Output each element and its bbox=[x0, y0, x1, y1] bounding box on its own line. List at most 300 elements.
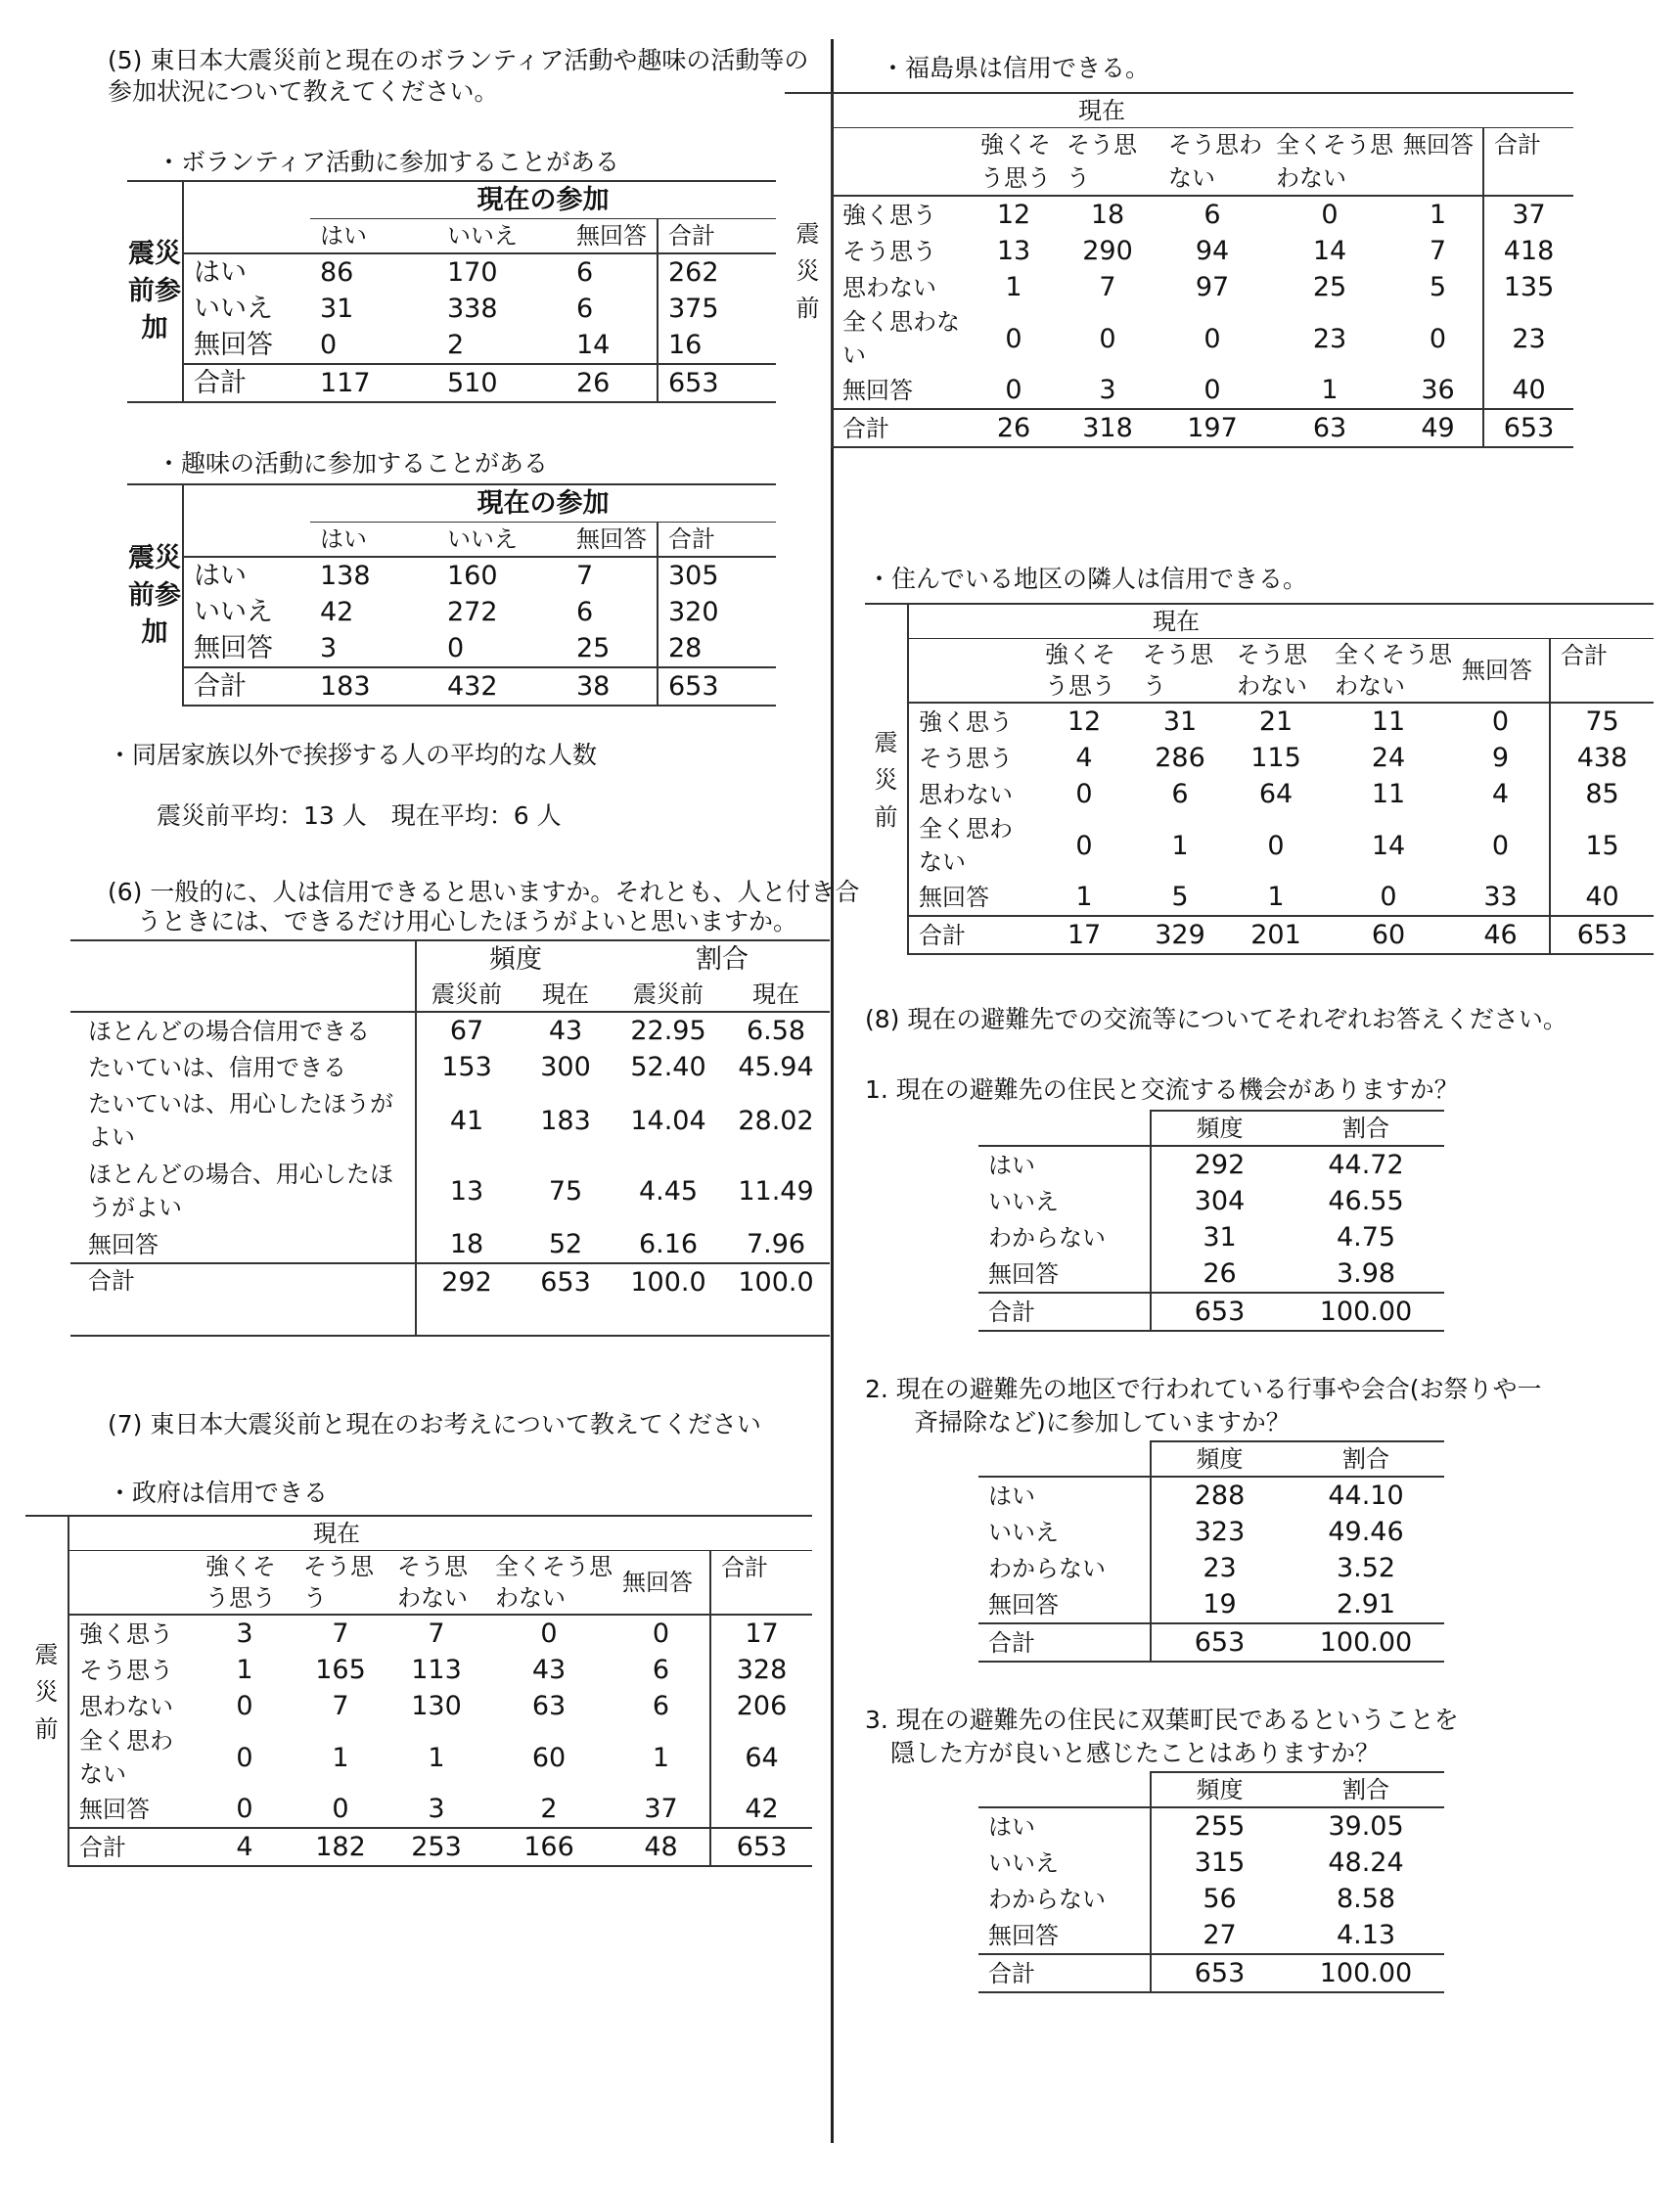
fukushima-cell: 37 bbox=[1483, 196, 1573, 233]
neighbors-cell: 0 bbox=[1491, 830, 1510, 861]
fukushima-cell: 14 bbox=[1312, 236, 1347, 266]
trust-row-label: ほとんどの場合、用心したほうがよい bbox=[70, 1156, 416, 1226]
government-total-cell: 653 bbox=[710, 1828, 812, 1866]
fukushima-cell: 23 bbox=[1312, 323, 1347, 354]
volunteer-cell: 262 bbox=[658, 253, 776, 291]
volunteer-table bbox=[127, 180, 776, 403]
government-cell: 206 bbox=[710, 1688, 812, 1724]
q6-heading-line2: うときには、できるだけ用心したほうがよいと思いますか。 bbox=[137, 907, 798, 935]
q7-heading: (7) 東日本大震災前と現在のお考えについて教えてください bbox=[108, 1410, 761, 1438]
government-cell: 2 bbox=[540, 1794, 558, 1824]
trust-cell: 52.40 bbox=[630, 1052, 706, 1082]
government-cell: 7 bbox=[294, 1615, 387, 1652]
government-cell: 1 bbox=[428, 1742, 445, 1773]
hobby-total-cell: 38 bbox=[567, 667, 658, 706]
government-table bbox=[25, 1515, 812, 1867]
neighbors-cell: 85 bbox=[1550, 776, 1654, 812]
neighbors-total-cell: 201 bbox=[1227, 916, 1325, 954]
neighbors-cell: 14 bbox=[1371, 830, 1406, 861]
neighbors-col: 無回答 bbox=[1452, 639, 1550, 704]
q8-3-cell: 48.24 bbox=[1328, 1847, 1404, 1878]
government-cell: 64 bbox=[710, 1724, 812, 1791]
volunteer-cell: 170 bbox=[437, 253, 567, 291]
fukushima-total-cell: 197 bbox=[1158, 409, 1266, 447]
fukushima-row-label: そう思う bbox=[832, 233, 971, 269]
government-cell: 43 bbox=[531, 1655, 567, 1685]
volunteer-caption: ・ボランティア活動に参加することがある bbox=[157, 148, 620, 176]
trust-row-label: 無回答 bbox=[70, 1226, 416, 1263]
q8-3-total-cell: 653 bbox=[1151, 1954, 1288, 1992]
trust-cell: 41 bbox=[449, 1105, 484, 1136]
fukushima-col: そう思わない bbox=[1158, 128, 1266, 197]
volunteer-row-label: 無回答 bbox=[183, 327, 310, 364]
fukushima-cell: 1 bbox=[1005, 272, 1022, 302]
q8-3-col: 割合 bbox=[1288, 1772, 1444, 1807]
volunteer-cell: 6 bbox=[576, 294, 594, 324]
greeting-caption: ・同居家族以外で挨拶する人の平均的な人数 bbox=[108, 741, 598, 769]
neighbors-total-cell: 17 bbox=[1035, 916, 1133, 954]
trust-cell: 183 bbox=[540, 1105, 591, 1136]
trust-cell: 75 bbox=[548, 1175, 583, 1207]
government-cell: 6 bbox=[652, 1655, 670, 1685]
neighbors-row-label: 強く思う bbox=[908, 703, 1035, 740]
fukushima-cell: 7 bbox=[1099, 272, 1116, 302]
government-cell: 7 bbox=[332, 1691, 349, 1721]
government-col: そう思わない bbox=[387, 1551, 485, 1616]
q8-3-row-label: 無回答 bbox=[978, 1917, 1151, 1954]
q8-2-cell: 49.46 bbox=[1328, 1517, 1404, 1547]
volunteer-cell: 0 bbox=[320, 330, 338, 360]
hobby-total-cell: 183 bbox=[310, 667, 437, 706]
fukushima-total-cell: 63 bbox=[1266, 409, 1393, 447]
fukushima-cell: 0 bbox=[1005, 323, 1022, 354]
neighbors-cell: 0 bbox=[1452, 703, 1550, 740]
fukushima-cell: 25 bbox=[1312, 272, 1347, 302]
volunteer-cell: 86 bbox=[310, 253, 437, 291]
neighbors-col: 強くそう思う bbox=[1035, 639, 1133, 704]
q8-2-cell: 19 bbox=[1203, 1589, 1237, 1619]
volunteer-col-1: はい bbox=[310, 219, 437, 254]
trust-table bbox=[70, 939, 830, 1337]
government-cell: 3 bbox=[428, 1794, 445, 1824]
q8-1-cell: 46.55 bbox=[1328, 1186, 1404, 1216]
government-cell: 63 bbox=[531, 1691, 567, 1721]
q8-3-cell: 27 bbox=[1203, 1920, 1237, 1950]
government-row-label: 無回答 bbox=[68, 1791, 196, 1828]
q8-3-cell: 39.05 bbox=[1288, 1807, 1444, 1845]
government-cell: 1 bbox=[236, 1655, 253, 1685]
greeting-values: 震災前平均：13 人 現在平均：6 人 bbox=[157, 801, 562, 830]
fukushima-row-label: 強く思う bbox=[832, 196, 971, 233]
trust-cell: 45.94 bbox=[738, 1052, 814, 1082]
q8-3-cell: 315 bbox=[1194, 1847, 1246, 1878]
volunteer-side-label: 震災前参加 bbox=[127, 181, 183, 402]
government-row-label: 思わない bbox=[68, 1688, 196, 1724]
q8-1-cell: 44.72 bbox=[1288, 1146, 1444, 1183]
trust-cell: 13 bbox=[449, 1175, 484, 1207]
fukushima-cell: 5 bbox=[1429, 272, 1447, 302]
government-cell: 17 bbox=[710, 1615, 812, 1652]
volunteer-total-cell: 117 bbox=[310, 364, 437, 402]
government-cell: 60 bbox=[531, 1742, 567, 1773]
hobby-row-label: 無回答 bbox=[183, 630, 310, 667]
volunteer-cell: 338 bbox=[447, 294, 498, 324]
neighbors-row-label: 思わない bbox=[908, 776, 1035, 812]
neighbors-cell: 11 bbox=[1371, 779, 1406, 809]
neighbors-total-cell: 46 bbox=[1452, 916, 1550, 954]
hobby-cell: 160 bbox=[437, 557, 567, 594]
neighbors-total-cell: 329 bbox=[1133, 916, 1227, 954]
government-cell: 113 bbox=[411, 1655, 462, 1685]
neighbors-cell: 12 bbox=[1035, 703, 1133, 740]
q8-3-question-line2: 隠した方が良いと感じたことはありますか？ bbox=[890, 1739, 1381, 1767]
fukushima-total-cell: 49 bbox=[1393, 409, 1483, 447]
neighbors-table bbox=[865, 603, 1654, 955]
neighbors-cell: 64 bbox=[1258, 779, 1294, 809]
trust-cell: 18 bbox=[449, 1229, 484, 1259]
q8-2-cell: 3.52 bbox=[1336, 1553, 1396, 1583]
q8-1-total-label: 合計 bbox=[978, 1293, 1151, 1331]
fukushima-col: 強くそう思う bbox=[971, 128, 1057, 197]
volunteer-col-2: いいえ bbox=[437, 219, 567, 254]
fukushima-cell: 1 bbox=[1393, 196, 1483, 233]
government-col: 強くそう思う bbox=[196, 1551, 294, 1616]
fukushima-cell: 0 bbox=[1005, 375, 1022, 405]
q8-1-cell: 31 bbox=[1203, 1222, 1237, 1253]
neighbors-cell: 4 bbox=[1491, 779, 1510, 809]
volunteer-row-label: はい bbox=[183, 253, 310, 291]
hobby-side-label: 震災前参加 bbox=[127, 484, 183, 706]
government-col: 無回答 bbox=[613, 1551, 710, 1616]
fukushima-cell: 7 bbox=[1429, 236, 1447, 266]
q8-2-cell: 2.91 bbox=[1336, 1589, 1396, 1619]
hobby-cell: 272 bbox=[447, 597, 498, 627]
neighbors-cell: 286 bbox=[1155, 743, 1205, 773]
government-row-label: そう思う bbox=[68, 1652, 196, 1688]
q8-3-question-line1: 3. 現在の避難先の住民に双葉町民であるということを bbox=[865, 1706, 1459, 1734]
hobby-col-2: いいえ bbox=[437, 523, 567, 558]
fukushima-cell: 6 bbox=[1158, 196, 1266, 233]
neighbors-col: そう思わない bbox=[1227, 639, 1325, 704]
government-total-cell: 166 bbox=[485, 1828, 613, 1866]
hobby-cell: 138 bbox=[310, 557, 437, 594]
neighbors-cell: 0 bbox=[1380, 882, 1397, 912]
neighbors-col: そう思う bbox=[1133, 639, 1227, 704]
volunteer-cell: 14 bbox=[576, 330, 611, 360]
trust-col: 震災前 bbox=[633, 980, 704, 1008]
q8-3-cell: 255 bbox=[1151, 1807, 1288, 1845]
neighbors-total-label: 合計 bbox=[908, 916, 1035, 954]
trust-cell: 6.58 bbox=[722, 1012, 830, 1049]
trust-row-label: たいていは、用心したほうがよい bbox=[70, 1085, 416, 1156]
fukushima-col: 全くそう思わない bbox=[1266, 128, 1393, 197]
neighbors-row-label: 無回答 bbox=[908, 879, 1035, 916]
q8-2-row-label: 無回答 bbox=[978, 1586, 1151, 1623]
fukushima-cell: 290 bbox=[1082, 236, 1133, 266]
volunteer-cell: 16 bbox=[658, 327, 776, 364]
trust-cell: 28.02 bbox=[738, 1105, 814, 1136]
fukushima-col: 合計 bbox=[1483, 128, 1573, 197]
hobby-row-label: いいえ bbox=[183, 594, 310, 630]
neighbors-cell: 31 bbox=[1133, 703, 1227, 740]
government-row-label: 全く思わない bbox=[68, 1724, 196, 1791]
q8-1-cell: 3.98 bbox=[1336, 1258, 1396, 1289]
volunteer-total-label: 合計 bbox=[183, 364, 310, 402]
q8-3-col: 頻度 bbox=[1151, 1772, 1288, 1807]
trust-total-cell: 653 bbox=[517, 1263, 614, 1336]
trust-col: 震災前 bbox=[431, 980, 502, 1008]
q8-1-table bbox=[978, 1110, 1444, 1332]
fukushima-cell: 0 bbox=[1429, 323, 1447, 354]
neighbors-cell: 11 bbox=[1325, 703, 1452, 740]
government-side-label: 震災前 bbox=[25, 1516, 68, 1866]
government-cell: 42 bbox=[710, 1791, 812, 1828]
government-row-label: 強く思う bbox=[68, 1615, 196, 1652]
hobby-cell: 7 bbox=[567, 557, 658, 594]
q8-3-cell: 8.58 bbox=[1336, 1884, 1396, 1914]
q8-1-total-cell: 653 bbox=[1151, 1293, 1288, 1331]
neighbors-side-label: 震災前 bbox=[865, 604, 908, 954]
q8-2-col: 割合 bbox=[1288, 1441, 1444, 1477]
hobby-cell: 28 bbox=[658, 630, 776, 667]
volunteer-cell: 6 bbox=[567, 253, 658, 291]
q8-3-total-cell: 100.00 bbox=[1288, 1954, 1444, 1992]
fukushima-cell: 23 bbox=[1483, 305, 1573, 372]
trust-cell: 153 bbox=[441, 1052, 492, 1082]
government-cell: 0 bbox=[613, 1615, 710, 1652]
neighbors-caption: ・住んでいる地区の隣人は信用できる。 bbox=[867, 565, 1308, 593]
trust-total-label: 合計 bbox=[70, 1263, 416, 1336]
neighbors-cell: 24 bbox=[1371, 743, 1406, 773]
government-cell: 37 bbox=[644, 1794, 678, 1824]
hobby-cell: 320 bbox=[658, 594, 776, 630]
neighbors-cell: 40 bbox=[1550, 879, 1654, 916]
trust-total-cell: 292 bbox=[416, 1263, 517, 1336]
q8-3-row-label: わからない bbox=[978, 1881, 1151, 1917]
q8-3-row-label: はい bbox=[978, 1807, 1151, 1845]
q8-2-total-cell: 653 bbox=[1151, 1623, 1288, 1662]
volunteer-cell: 375 bbox=[658, 291, 776, 327]
government-cell: 0 bbox=[485, 1615, 613, 1652]
fukushima-group-header: 現在 bbox=[971, 93, 1573, 128]
q8-2-total-label: 合計 bbox=[978, 1623, 1151, 1662]
volunteer-row-label: いいえ bbox=[183, 291, 310, 327]
neighbors-cell: 4 bbox=[1075, 743, 1093, 773]
trust-cell: 7.96 bbox=[746, 1229, 806, 1259]
q8-3-cell: 4.13 bbox=[1336, 1920, 1396, 1950]
q5-heading-line1: (5) 東日本大震災前と現在のボランティア活動や趣味の活動等の bbox=[108, 46, 809, 74]
trust-cell: 52 bbox=[548, 1229, 583, 1259]
fukushima-cell: 0 bbox=[1099, 323, 1116, 354]
neighbors-cell: 115 bbox=[1250, 743, 1301, 773]
hobby-total-cell: 432 bbox=[437, 667, 567, 706]
q8-2-row-label: はい bbox=[978, 1477, 1151, 1514]
trust-col: 現在 bbox=[542, 980, 589, 1008]
hobby-cell: 42 bbox=[320, 597, 354, 627]
fukushima-total-cell: 26 bbox=[971, 409, 1057, 447]
q8-2-row-label: いいえ bbox=[978, 1514, 1151, 1550]
q8-3-row-label: いいえ bbox=[978, 1845, 1151, 1881]
fukushima-row-label: 無回答 bbox=[832, 372, 971, 409]
volunteer-cell: 31 bbox=[320, 294, 354, 324]
volunteer-col-3: 無回答 bbox=[567, 219, 658, 254]
neighbors-cell: 0 bbox=[1075, 830, 1093, 861]
hobby-total-cell: 653 bbox=[658, 667, 776, 706]
hobby-cell: 25 bbox=[576, 633, 611, 663]
q8-heading: (8) 現在の避難先での交流等についてそれぞれお答えください。 bbox=[865, 1005, 1567, 1033]
volunteer-total-cell: 653 bbox=[658, 364, 776, 402]
fukushima-cell: 418 bbox=[1483, 233, 1573, 269]
hobby-cell: 0 bbox=[447, 633, 465, 663]
fukushima-total-label: 合計 bbox=[832, 409, 971, 447]
fukushima-cell: 1 bbox=[1321, 375, 1339, 405]
government-col: 全くそう思わない bbox=[485, 1551, 613, 1616]
q8-2-cell: 323 bbox=[1194, 1517, 1246, 1547]
trust-cell: 22.95 bbox=[614, 1012, 722, 1049]
q8-1-row-label: 無回答 bbox=[978, 1255, 1151, 1293]
trust-cell: 11.49 bbox=[738, 1175, 814, 1207]
hobby-caption: ・趣味の活動に参加することがある bbox=[157, 449, 549, 478]
fukushima-total-cell: 653 bbox=[1483, 409, 1573, 447]
fukushima-side-label: 震災前 bbox=[785, 93, 832, 447]
neighbors-cell: 6 bbox=[1171, 779, 1189, 809]
hobby-cell: 3 bbox=[320, 633, 338, 663]
neighbors-cell: 21 bbox=[1227, 703, 1325, 740]
q8-2-col: 頻度 bbox=[1151, 1441, 1288, 1477]
q8-1-cell: 292 bbox=[1151, 1146, 1288, 1183]
trust-group-ratio: 割合 bbox=[614, 940, 830, 978]
volunteer-total-cell: 510 bbox=[437, 364, 567, 402]
q8-1-cell: 304 bbox=[1194, 1186, 1246, 1216]
neighbors-row-label: 全く思わない bbox=[908, 812, 1035, 879]
government-group-header: 現在 bbox=[196, 1516, 812, 1551]
q8-3-table bbox=[978, 1771, 1444, 1993]
q8-3-total-label: 合計 bbox=[978, 1954, 1151, 1992]
neighbors-cell: 0 bbox=[1075, 779, 1093, 809]
q8-1-col: 割合 bbox=[1288, 1111, 1444, 1146]
hobby-row-label: はい bbox=[183, 557, 310, 594]
q8-1-row-label: わからない bbox=[978, 1219, 1151, 1255]
government-cell: 0 bbox=[236, 1742, 253, 1773]
fukushima-cell: 97 bbox=[1195, 272, 1230, 302]
trust-total-cell: 100.0 bbox=[614, 1263, 722, 1336]
fukushima-caption: ・福島県は信用できる。 bbox=[881, 54, 1151, 82]
trust-col: 現在 bbox=[752, 980, 799, 1008]
neighbors-cell: 1 bbox=[1267, 882, 1285, 912]
trust-cell: 4.45 bbox=[638, 1175, 699, 1207]
government-cell: 0 bbox=[236, 1794, 253, 1824]
q8-2-cell: 44.10 bbox=[1288, 1477, 1444, 1514]
trust-cell: 14.04 bbox=[630, 1105, 706, 1136]
q8-1-cell: 26 bbox=[1203, 1258, 1237, 1289]
fukushima-cell: 94 bbox=[1195, 236, 1230, 266]
q8-1-row-label: いいえ bbox=[978, 1183, 1151, 1219]
fukushima-cell: 0 bbox=[1266, 196, 1393, 233]
trust-cell: 300 bbox=[540, 1052, 591, 1082]
hobby-cell: 305 bbox=[658, 557, 776, 594]
government-cell: 0 bbox=[236, 1691, 253, 1721]
hobby-table bbox=[127, 483, 776, 707]
volunteer-cell: 2 bbox=[447, 330, 465, 360]
fukushima-cell: 0 bbox=[1203, 375, 1221, 405]
government-total-cell: 48 bbox=[613, 1828, 710, 1866]
neighbors-total-cell: 60 bbox=[1325, 916, 1452, 954]
fukushima-col: そう思う bbox=[1057, 128, 1158, 197]
q5-heading-line2: 参加状況について教えてください。 bbox=[108, 77, 499, 106]
fukushima-cell: 12 bbox=[971, 196, 1057, 233]
government-total-cell: 4 bbox=[196, 1828, 294, 1866]
neighbors-cell: 9 bbox=[1491, 743, 1510, 773]
fukushima-cell: 18 bbox=[1057, 196, 1158, 233]
trust-cell: 43 bbox=[517, 1012, 614, 1049]
neighbors-cell: 33 bbox=[1483, 882, 1518, 912]
hobby-group-header: 現在の参加 bbox=[310, 484, 776, 523]
fukushima-cell: 3 bbox=[1099, 375, 1116, 405]
fukushima-table bbox=[785, 92, 1573, 448]
fukushima-row-label: 思わない bbox=[832, 269, 971, 305]
government-col: そう思う bbox=[294, 1551, 387, 1616]
q8-1-row-label: はい bbox=[978, 1146, 1151, 1183]
q8-3-cell: 56 bbox=[1203, 1884, 1237, 1914]
fukushima-row-label: 全く思わない bbox=[832, 305, 971, 372]
trust-cell: 67 bbox=[416, 1012, 517, 1049]
government-cell: 7 bbox=[387, 1615, 485, 1652]
neighbors-cell: 1 bbox=[1075, 882, 1093, 912]
government-cell: 130 bbox=[411, 1691, 462, 1721]
volunteer-group-header: 現在の参加 bbox=[310, 181, 776, 219]
q8-2-total-cell: 100.00 bbox=[1288, 1623, 1444, 1662]
neighbors-cell: 15 bbox=[1550, 812, 1654, 879]
government-cell: 1 bbox=[652, 1742, 670, 1773]
volunteer-col-4: 合計 bbox=[658, 219, 776, 254]
government-total-label: 合計 bbox=[68, 1828, 196, 1866]
hobby-col-4: 合計 bbox=[658, 523, 776, 558]
neighbors-row-label: そう思う bbox=[908, 740, 1035, 776]
fukushima-cell: 135 bbox=[1483, 269, 1573, 305]
neighbors-cell: 438 bbox=[1550, 740, 1654, 776]
neighbors-cell: 75 bbox=[1550, 703, 1654, 740]
trust-cell: 6.16 bbox=[638, 1229, 699, 1259]
fukushima-cell: 36 bbox=[1421, 375, 1455, 405]
trust-row-label: たいていは、信用できる bbox=[70, 1049, 416, 1085]
neighbors-col: 合計 bbox=[1550, 639, 1654, 704]
neighbors-cell: 1 bbox=[1171, 830, 1189, 861]
neighbors-total-cell: 653 bbox=[1550, 916, 1654, 954]
government-cell: 6 bbox=[652, 1691, 670, 1721]
government-col: 合計 bbox=[710, 1551, 812, 1616]
government-cell: 328 bbox=[710, 1652, 812, 1688]
q8-2-cell: 288 bbox=[1151, 1477, 1288, 1514]
neighbors-cell: 0 bbox=[1267, 830, 1285, 861]
trust-row-label: ほとんどの場合信用できる bbox=[70, 1012, 416, 1049]
q8-1-cell: 4.75 bbox=[1336, 1222, 1396, 1253]
neighbors-group-header: 現在 bbox=[1035, 604, 1654, 639]
volunteer-total-cell: 26 bbox=[567, 364, 658, 402]
hobby-col-1: はい bbox=[310, 523, 437, 558]
government-cell: 1 bbox=[332, 1742, 349, 1773]
q8-1-col: 頻度 bbox=[1151, 1111, 1288, 1146]
hobby-total-label: 合計 bbox=[183, 667, 310, 706]
government-total-cell: 253 bbox=[387, 1828, 485, 1866]
government-cell: 0 bbox=[332, 1794, 349, 1824]
neighbors-cell: 5 bbox=[1171, 882, 1189, 912]
fukushima-cell: 0 bbox=[1203, 323, 1221, 354]
q8-1-question: 1. 現在の避難先の住民と交流する機会がありますか？ bbox=[865, 1075, 1459, 1104]
hobby-cell: 6 bbox=[576, 597, 594, 627]
fukushima-total-cell: 318 bbox=[1057, 409, 1158, 447]
q6-heading-line1: (6) 一般的に、人は信用できると思いますか。それとも、人と付き合 bbox=[108, 878, 860, 906]
q8-1-total-cell: 100.00 bbox=[1288, 1293, 1444, 1331]
